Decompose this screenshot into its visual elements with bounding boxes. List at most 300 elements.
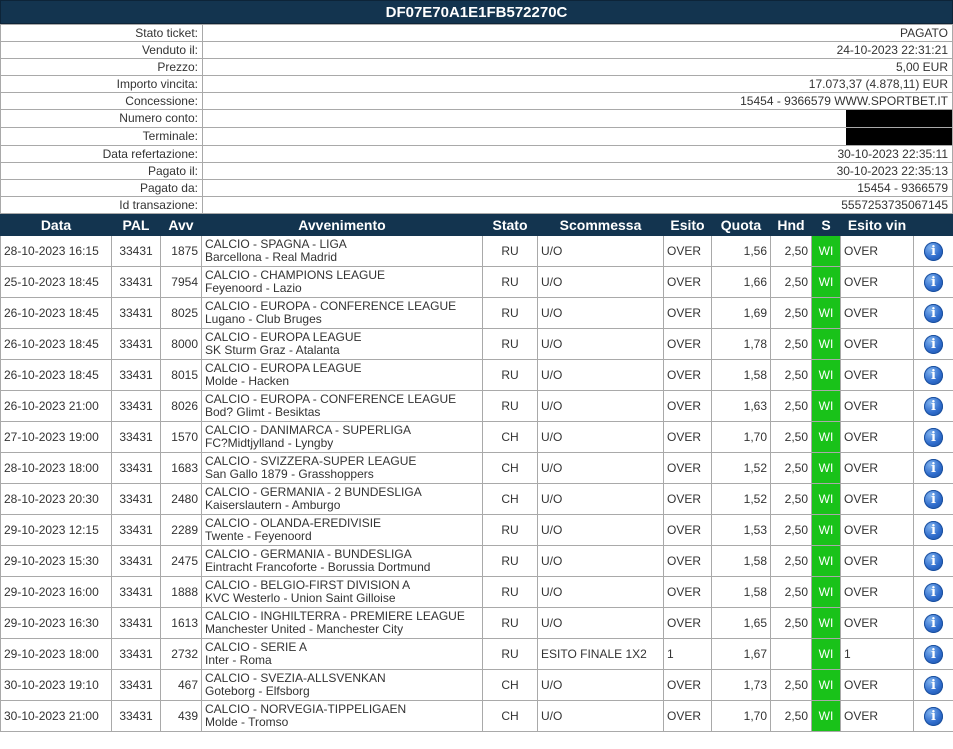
bet-date: 29-10-2023 18:00 bbox=[1, 639, 112, 670]
event-competition: CALCIO - EUROPA - CONFERENCE LEAGUE bbox=[205, 299, 457, 313]
event-competition: CALCIO - EUROPA - CONFERENCE LEAGUE bbox=[205, 392, 457, 406]
bet-avv: 8025 bbox=[161, 298, 202, 329]
event-competition: CALCIO - EUROPA LEAGUE bbox=[205, 361, 362, 375]
column-header: Scommessa bbox=[538, 215, 664, 236]
bet-result-badge: WI bbox=[812, 546, 841, 577]
bet-odds: 1,52 bbox=[712, 484, 771, 515]
bet-event bbox=[202, 577, 483, 608]
bet-avv: 7954 bbox=[161, 267, 202, 298]
bet-result-badge: WI bbox=[812, 608, 841, 639]
bet-date: 30-10-2023 19:10 bbox=[1, 670, 112, 701]
bet-odds: 1,58 bbox=[712, 577, 771, 608]
bet-avv: 2289 bbox=[161, 515, 202, 546]
bet-event bbox=[202, 329, 483, 360]
info-value: 30-10-2023 22:35:13 bbox=[203, 163, 953, 180]
bet-outcome: OVER bbox=[664, 422, 712, 453]
event-competition: CALCIO - SVEZIA-ALLSVENKAN bbox=[205, 671, 386, 685]
bet-date: 29-10-2023 15:30 bbox=[1, 546, 112, 577]
bet-date: 28-10-2023 18:00 bbox=[1, 453, 112, 484]
bet-odds: 1,69 bbox=[712, 298, 771, 329]
bet-status: RU bbox=[483, 515, 538, 546]
info-icon[interactable]: i bbox=[924, 366, 943, 385]
bet-result-badge: WI bbox=[812, 329, 841, 360]
event-competition: CALCIO - CHAMPIONS LEAGUE bbox=[205, 268, 386, 282]
bet-handicap: 2,50 bbox=[771, 329, 812, 360]
bet-date: 28-10-2023 16:15 bbox=[1, 236, 112, 267]
bet-handicap: 2,50 bbox=[771, 236, 812, 267]
info-value: 30-10-2023 22:35:11 bbox=[203, 146, 953, 163]
bet-handicap bbox=[771, 639, 812, 670]
bet-outcome: OVER bbox=[664, 236, 712, 267]
event-competition: CALCIO - SERIE A bbox=[205, 640, 308, 654]
bet-odds: 1,53 bbox=[712, 515, 771, 546]
bet-result-badge: WI bbox=[812, 391, 841, 422]
bet-winning-outcome: 1 bbox=[841, 639, 914, 670]
bet-type: U/O bbox=[538, 515, 664, 546]
bet-result-badge: WI bbox=[812, 639, 841, 670]
bet-odds: 1,67 bbox=[712, 639, 771, 670]
info-icon[interactable]: i bbox=[924, 335, 943, 354]
event-competition: CALCIO - EUROPA LEAGUE bbox=[205, 330, 362, 344]
event-competition: CALCIO - SVIZZERA-SUPER LEAGUE bbox=[205, 454, 417, 468]
bet-row bbox=[1, 484, 953, 515]
bet-result-badge: WI bbox=[812, 484, 841, 515]
event-competition: CALCIO - INGHILTERRA - PREMIERE LEAGUE bbox=[205, 609, 465, 623]
bet-type: U/O bbox=[538, 546, 664, 577]
event-competition: CALCIO - OLANDA-EREDIVISIE bbox=[205, 516, 382, 530]
info-value: 24-10-2023 22:31:21 bbox=[203, 42, 953, 59]
bet-handicap: 2,50 bbox=[771, 391, 812, 422]
bet-winning-outcome: OVER bbox=[841, 670, 914, 701]
bet-row bbox=[1, 608, 953, 639]
bet-odds: 1,56 bbox=[712, 236, 771, 267]
bet-date: 29-10-2023 16:00 bbox=[1, 577, 112, 608]
bet-winning-outcome: OVER bbox=[841, 422, 914, 453]
event-match: San Gallo 1879 - Grasshoppers bbox=[205, 467, 374, 481]
bet-date: 29-10-2023 16:30 bbox=[1, 608, 112, 639]
bet-result-badge: WI bbox=[812, 701, 841, 732]
bets-table bbox=[0, 214, 953, 732]
bet-row bbox=[1, 453, 953, 484]
bet-winning-outcome: OVER bbox=[841, 515, 914, 546]
bet-pal: 33431 bbox=[112, 670, 161, 701]
bet-type: ESITO FINALE 1X2 bbox=[538, 639, 664, 670]
info-label: Pagato il: bbox=[1, 163, 203, 180]
bet-handicap: 2,50 bbox=[771, 484, 812, 515]
bet-pal: 33431 bbox=[112, 236, 161, 267]
column-header-actions bbox=[914, 215, 953, 236]
info-value bbox=[203, 110, 953, 128]
bet-pal: 33431 bbox=[112, 360, 161, 391]
bet-avv: 1875 bbox=[161, 236, 202, 267]
bet-event bbox=[202, 298, 483, 329]
bet-avv: 8015 bbox=[161, 360, 202, 391]
info-label: Id transazione: bbox=[1, 197, 203, 214]
bet-winning-outcome: OVER bbox=[841, 577, 914, 608]
bet-actions bbox=[914, 577, 953, 608]
bet-actions bbox=[914, 608, 953, 639]
info-label: Data refertazione: bbox=[1, 146, 203, 163]
bet-actions bbox=[914, 701, 953, 732]
event-competition: CALCIO - GERMANIA - BUNDESLIGA bbox=[205, 547, 412, 561]
event-competition: CALCIO - DANIMARCA - SUPERLIGA bbox=[205, 423, 412, 437]
info-row bbox=[1, 197, 953, 214]
bet-avv: 2732 bbox=[161, 639, 202, 670]
bet-outcome: OVER bbox=[664, 484, 712, 515]
bet-winning-outcome: OVER bbox=[841, 360, 914, 391]
info-value: 5,00 EUR bbox=[203, 59, 953, 76]
bet-outcome: OVER bbox=[664, 329, 712, 360]
bet-status: RU bbox=[483, 391, 538, 422]
bet-result-badge: WI bbox=[812, 453, 841, 484]
info-row bbox=[1, 180, 953, 197]
bet-avv: 1683 bbox=[161, 453, 202, 484]
bet-pal: 33431 bbox=[112, 608, 161, 639]
info-label: Venduto il: bbox=[1, 42, 203, 59]
bet-date: 29-10-2023 12:15 bbox=[1, 515, 112, 546]
bet-pal: 33431 bbox=[112, 484, 161, 515]
event-match: Feyenoord - Lazio bbox=[205, 281, 302, 295]
column-header: Hnd bbox=[771, 215, 812, 236]
bet-outcome: OVER bbox=[664, 546, 712, 577]
bet-type: U/O bbox=[538, 608, 664, 639]
bet-status: CH bbox=[483, 422, 538, 453]
bet-pal: 33431 bbox=[112, 701, 161, 732]
bet-status: RU bbox=[483, 329, 538, 360]
bet-type: U/O bbox=[538, 422, 664, 453]
bet-status: RU bbox=[483, 267, 538, 298]
bet-status: RU bbox=[483, 546, 538, 577]
bet-odds: 1,70 bbox=[712, 422, 771, 453]
bet-outcome: OVER bbox=[664, 670, 712, 701]
bet-row bbox=[1, 639, 953, 670]
bet-status: CH bbox=[483, 670, 538, 701]
bet-avv: 2480 bbox=[161, 484, 202, 515]
bet-event bbox=[202, 701, 483, 732]
bet-winning-outcome: OVER bbox=[841, 391, 914, 422]
info-label: Importo vincita: bbox=[1, 76, 203, 93]
bet-actions bbox=[914, 515, 953, 546]
event-match: Inter - Roma bbox=[205, 653, 272, 667]
bet-type: U/O bbox=[538, 298, 664, 329]
column-header: Esito vin bbox=[841, 215, 914, 236]
bet-handicap: 2,50 bbox=[771, 608, 812, 639]
bet-event bbox=[202, 670, 483, 701]
info-value: 5557253735067145 bbox=[203, 197, 953, 214]
event-match: Barcellona - Real Madrid bbox=[205, 250, 338, 264]
bet-date: 26-10-2023 18:45 bbox=[1, 298, 112, 329]
bet-status: CH bbox=[483, 453, 538, 484]
bet-result-badge: WI bbox=[812, 236, 841, 267]
info-icon[interactable]: i bbox=[924, 459, 943, 478]
event-match: Goteborg - Elfsborg bbox=[205, 684, 310, 698]
bet-result-badge: WI bbox=[812, 267, 841, 298]
bet-avv: 439 bbox=[161, 701, 202, 732]
bet-actions bbox=[914, 298, 953, 329]
bet-outcome: OVER bbox=[664, 608, 712, 639]
bet-date: 25-10-2023 18:45 bbox=[1, 267, 112, 298]
bet-event bbox=[202, 515, 483, 546]
bet-type: U/O bbox=[538, 267, 664, 298]
event-match: Molde - Hacken bbox=[205, 374, 290, 388]
bet-status: RU bbox=[483, 236, 538, 267]
bet-row bbox=[1, 422, 953, 453]
bet-result-badge: WI bbox=[812, 670, 841, 701]
event-match: Kaiserslautern - Amburgo bbox=[205, 498, 341, 512]
info-value: 17.073,37 (4.878,11) EUR bbox=[203, 76, 953, 93]
event-competition: CALCIO - SPAGNA - LIGA bbox=[205, 237, 347, 251]
bet-pal: 33431 bbox=[112, 639, 161, 670]
bet-actions bbox=[914, 639, 953, 670]
info-icon[interactable]: i bbox=[924, 707, 943, 726]
info-row bbox=[1, 110, 953, 128]
bet-actions bbox=[914, 453, 953, 484]
bet-type: U/O bbox=[538, 670, 664, 701]
bet-row bbox=[1, 360, 953, 391]
bet-avv: 467 bbox=[161, 670, 202, 701]
event-match: Twente - Feyenoord bbox=[205, 529, 312, 543]
event-match: Molde - Tromso bbox=[205, 715, 289, 729]
bet-status: RU bbox=[483, 360, 538, 391]
bet-handicap: 2,50 bbox=[771, 360, 812, 391]
column-header: Data bbox=[1, 215, 112, 236]
info-icon[interactable]: i bbox=[924, 645, 943, 664]
info-icon[interactable]: i bbox=[924, 583, 943, 602]
bet-avv: 1570 bbox=[161, 422, 202, 453]
bet-outcome: OVER bbox=[664, 267, 712, 298]
bet-type: U/O bbox=[538, 391, 664, 422]
bet-result-badge: WI bbox=[812, 515, 841, 546]
bet-type: U/O bbox=[538, 453, 664, 484]
event-competition: CALCIO - BELGIO-FIRST DIVISION A bbox=[205, 578, 411, 592]
info-row bbox=[1, 25, 953, 42]
bet-row bbox=[1, 515, 953, 546]
bet-outcome: OVER bbox=[664, 298, 712, 329]
bet-event bbox=[202, 391, 483, 422]
info-icon[interactable]: i bbox=[924, 490, 943, 509]
bet-event bbox=[202, 360, 483, 391]
bet-handicap: 2,50 bbox=[771, 422, 812, 453]
bet-odds: 1,58 bbox=[712, 360, 771, 391]
bet-handicap: 2,50 bbox=[771, 577, 812, 608]
column-header: Esito bbox=[664, 215, 712, 236]
bet-type: U/O bbox=[538, 577, 664, 608]
bet-outcome: OVER bbox=[664, 577, 712, 608]
column-header: Avv bbox=[161, 215, 202, 236]
bet-odds: 1,70 bbox=[712, 701, 771, 732]
bet-type: U/O bbox=[538, 360, 664, 391]
bet-handicap: 2,50 bbox=[771, 453, 812, 484]
bet-odds: 1,65 bbox=[712, 608, 771, 639]
bet-status: RU bbox=[483, 298, 538, 329]
bet-row bbox=[1, 546, 953, 577]
bet-odds: 1,73 bbox=[712, 670, 771, 701]
bet-handicap: 2,50 bbox=[771, 515, 812, 546]
bet-pal: 33431 bbox=[112, 422, 161, 453]
bet-actions bbox=[914, 329, 953, 360]
bet-result-badge: WI bbox=[812, 298, 841, 329]
bet-pal: 33431 bbox=[112, 453, 161, 484]
info-icon[interactable]: i bbox=[924, 552, 943, 571]
info-value: 15454 - 9366579 WWW.SPORTBET.IT bbox=[203, 93, 953, 110]
bet-row bbox=[1, 267, 953, 298]
info-icon[interactable]: i bbox=[924, 397, 943, 416]
bet-date: 26-10-2023 18:45 bbox=[1, 329, 112, 360]
bet-avv: 8026 bbox=[161, 391, 202, 422]
bet-handicap: 2,50 bbox=[771, 298, 812, 329]
bet-event bbox=[202, 484, 483, 515]
bet-pal: 33431 bbox=[112, 391, 161, 422]
bet-outcome: 1 bbox=[664, 639, 712, 670]
bet-row bbox=[1, 391, 953, 422]
column-header: Stato bbox=[483, 215, 538, 236]
info-row bbox=[1, 163, 953, 180]
bet-outcome: OVER bbox=[664, 360, 712, 391]
bet-pal: 33431 bbox=[112, 515, 161, 546]
info-label: Prezzo: bbox=[1, 59, 203, 76]
bet-winning-outcome: OVER bbox=[841, 701, 914, 732]
info-label: Terminale: bbox=[1, 128, 203, 146]
bet-winning-outcome: OVER bbox=[841, 236, 914, 267]
bet-winning-outcome: OVER bbox=[841, 298, 914, 329]
bet-outcome: OVER bbox=[664, 391, 712, 422]
bet-status: RU bbox=[483, 639, 538, 670]
info-row bbox=[1, 146, 953, 163]
redacted-block bbox=[846, 110, 952, 127]
bet-status: RU bbox=[483, 577, 538, 608]
bet-actions bbox=[914, 391, 953, 422]
ticket-id-title: DF07E70A1E1FB572270C bbox=[0, 0, 953, 24]
bet-type: U/O bbox=[538, 484, 664, 515]
info-icon[interactable]: i bbox=[924, 242, 943, 261]
bet-avv: 2475 bbox=[161, 546, 202, 577]
bet-row bbox=[1, 329, 953, 360]
bet-odds: 1,52 bbox=[712, 453, 771, 484]
bet-actions bbox=[914, 360, 953, 391]
bet-date: 26-10-2023 18:45 bbox=[1, 360, 112, 391]
bet-odds: 1,66 bbox=[712, 267, 771, 298]
bet-pal: 33431 bbox=[112, 329, 161, 360]
bet-outcome: OVER bbox=[664, 701, 712, 732]
bet-pal: 33431 bbox=[112, 298, 161, 329]
event-match: Lugano - Club Bruges bbox=[205, 312, 322, 326]
event-competition: CALCIO - NORVEGIA-TIPPELIGAEN bbox=[205, 702, 407, 716]
bet-event bbox=[202, 422, 483, 453]
bet-event bbox=[202, 546, 483, 577]
bet-handicap: 2,50 bbox=[771, 670, 812, 701]
info-icon[interactable]: i bbox=[924, 676, 943, 695]
redacted-block bbox=[846, 128, 952, 145]
bet-avv: 1613 bbox=[161, 608, 202, 639]
bet-winning-outcome: OVER bbox=[841, 608, 914, 639]
bet-actions bbox=[914, 484, 953, 515]
info-label: Pagato da: bbox=[1, 180, 203, 197]
info-icon[interactable]: i bbox=[924, 614, 943, 633]
bet-actions bbox=[914, 546, 953, 577]
bet-actions bbox=[914, 267, 953, 298]
info-icon[interactable]: i bbox=[924, 273, 943, 292]
info-value: 15454 - 9366579 bbox=[203, 180, 953, 197]
bet-avv: 8000 bbox=[161, 329, 202, 360]
bet-avv: 1888 bbox=[161, 577, 202, 608]
bet-event bbox=[202, 453, 483, 484]
info-icon[interactable]: i bbox=[924, 304, 943, 323]
column-header: Avvenimento bbox=[202, 215, 483, 236]
bet-winning-outcome: OVER bbox=[841, 453, 914, 484]
bet-result-badge: WI bbox=[812, 577, 841, 608]
info-row bbox=[1, 128, 953, 146]
bet-row bbox=[1, 701, 953, 732]
column-header: PAL bbox=[112, 215, 161, 236]
bet-event bbox=[202, 608, 483, 639]
bet-handicap: 2,50 bbox=[771, 267, 812, 298]
bet-date: 27-10-2023 19:00 bbox=[1, 422, 112, 453]
column-header: S bbox=[812, 215, 841, 236]
bet-pal: 33431 bbox=[112, 267, 161, 298]
bets-header-row bbox=[1, 215, 953, 236]
bet-odds: 1,58 bbox=[712, 546, 771, 577]
info-icon[interactable]: i bbox=[924, 428, 943, 447]
bet-pal: 33431 bbox=[112, 577, 161, 608]
bet-status: RU bbox=[483, 608, 538, 639]
event-competition: CALCIO - GERMANIA - 2 BUNDESLIGA bbox=[205, 485, 422, 499]
bet-type: U/O bbox=[538, 701, 664, 732]
bet-winning-outcome: OVER bbox=[841, 329, 914, 360]
info-label: Numero conto: bbox=[1, 110, 203, 128]
bet-date: 26-10-2023 21:00 bbox=[1, 391, 112, 422]
bet-pal: 33431 bbox=[112, 546, 161, 577]
bet-row bbox=[1, 577, 953, 608]
info-row bbox=[1, 93, 953, 110]
column-header: Quota bbox=[712, 215, 771, 236]
bet-status: CH bbox=[483, 484, 538, 515]
bet-event bbox=[202, 639, 483, 670]
bet-actions bbox=[914, 670, 953, 701]
bet-result-badge: WI bbox=[812, 422, 841, 453]
bet-winning-outcome: OVER bbox=[841, 546, 914, 577]
bet-event bbox=[202, 236, 483, 267]
ticket-info-table bbox=[0, 24, 953, 214]
bet-date: 28-10-2023 20:30 bbox=[1, 484, 112, 515]
info-label: Concessione: bbox=[1, 93, 203, 110]
bet-type: U/O bbox=[538, 236, 664, 267]
info-value: PAGATO bbox=[203, 25, 953, 42]
event-match: FC?Midtjylland - Lyngby bbox=[205, 436, 334, 450]
bet-winning-outcome: OVER bbox=[841, 267, 914, 298]
info-row bbox=[1, 59, 953, 76]
event-match: Bod? Glimt - Besiktas bbox=[205, 405, 321, 419]
bet-odds: 1,63 bbox=[712, 391, 771, 422]
bet-odds: 1,78 bbox=[712, 329, 771, 360]
info-row bbox=[1, 42, 953, 59]
event-match: Eintracht Francoforte - Borussia Dortmund bbox=[205, 560, 431, 574]
bet-event bbox=[202, 267, 483, 298]
bet-type: U/O bbox=[538, 329, 664, 360]
bet-date: 30-10-2023 21:00 bbox=[1, 701, 112, 732]
event-match: KVC Westerlo - Union Saint Gilloise bbox=[205, 591, 396, 605]
event-match: SK Sturm Graz - Atalanta bbox=[205, 343, 340, 357]
info-icon[interactable]: i bbox=[924, 521, 943, 540]
bet-handicap: 2,50 bbox=[771, 701, 812, 732]
bet-status: CH bbox=[483, 701, 538, 732]
bet-outcome: OVER bbox=[664, 453, 712, 484]
bet-outcome: OVER bbox=[664, 515, 712, 546]
bet-result-badge: WI bbox=[812, 360, 841, 391]
bet-actions bbox=[914, 236, 953, 267]
bet-actions bbox=[914, 422, 953, 453]
bet-row bbox=[1, 670, 953, 701]
info-row bbox=[1, 76, 953, 93]
